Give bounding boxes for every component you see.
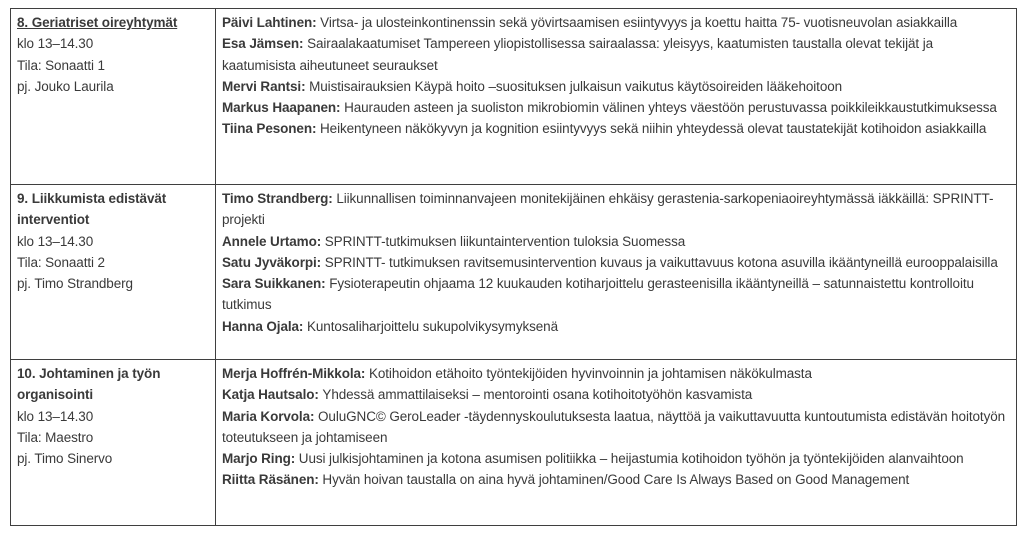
talk-speaker: Mervi Rantsi: [222, 78, 306, 94]
talk-item [222, 33, 1008, 76]
talk-speaker: Esa Jämsen: [222, 36, 304, 52]
talk-title: Muistisairauksien Käypä hoito –suosituksen julkaisun vaikutus käytösoireiden lääkehoitoon [309, 78, 843, 94]
session-time: klo 13–14.30 [17, 408, 94, 424]
session-talks-cell [216, 185, 1016, 359]
talk-speaker: Marjo Ring: [222, 451, 296, 467]
talk-title: SPRINTT- tutkimuksen ravitsemusintervention kuvaus ja vaikuttavuus kotona asuvilla ikääntyneillä eurooppalaisilla [324, 254, 998, 270]
talk-speaker: Annele Urtamo: [222, 233, 322, 249]
session-title: 10. Johtaminen ja työn organisointi [17, 366, 161, 403]
talk-speaker: Riitta Räsänen: [222, 472, 319, 488]
talk-title: Liikunnallisen toiminnanvajeen monitekijäinen ehkäisy gerastenia-sarkopeniaoireyhtymässä iäkkäillä: SPRINTT-projekti [222, 191, 994, 228]
session-row [11, 9, 1016, 184]
talk-title: Hyvän hoivan taustalla on aina hyvä johtaminen/Good Care Is Always Based on Good Management [322, 472, 910, 488]
talk-speaker: Tiina Pesonen: [222, 121, 317, 137]
session-row [11, 184, 1016, 359]
session-info-cell [11, 185, 216, 359]
talk-title: Haurauden asteen ja suoliston mikrobiomin välinen yhteys väestöön perustuvassa poikkileikkaustutkimuksessa [344, 100, 997, 116]
session-room: Tila: Sonaatti 2 [17, 254, 105, 270]
talk-title: Sairaalakaatumiset Tampereen yliopistollisessa sairaalassa: yleisyys, kaatumisten taustalla olevat tekijät ja kaatumisista aiheutuneet seuraukset [222, 36, 934, 73]
talk-speaker: Maria Korvola: [222, 408, 315, 424]
session-time: klo 13–14.30 [17, 233, 94, 249]
talk-title: Fysioterapeutin ohjaama 12 kuukauden kotiharjoittelu gerasteenisilla ikääntyneillä – satunnaistettu kontrolloitu tutkimus [222, 276, 974, 313]
talk-title: OuluGNC© GeroLeader -täydennyskoulutuksesta laatua, näyttöä ja vaikuttavuutta kuntoutumista edistävän hoitotyön toteutukseen ja johtamiseen [222, 408, 1006, 445]
conference-program-table [10, 8, 1017, 526]
talk-item [222, 118, 1008, 139]
talk-item [222, 97, 1008, 118]
talk-speaker: Katja Hautsalo: [222, 387, 319, 403]
talk-item [222, 406, 1008, 449]
talk-title: Kuntosaliharjoittelu sukupolvikysymyksenä [306, 318, 558, 334]
talk-item [222, 363, 1008, 384]
session-title: 8. Geriatriset oireyhtymät [17, 15, 178, 30]
session-row [11, 359, 1016, 525]
session-title: 9. Liikkumista edistävät interventiot [17, 191, 167, 228]
talk-speaker: Hanna Ojala: [222, 318, 304, 334]
talk-speaker: Satu Jyväkorpi: [222, 254, 322, 270]
session-room: Tila: Maestro [17, 429, 94, 445]
talk-speaker: Merja Hoffrén-Mikkola: [222, 366, 366, 381]
talk-title: Kotihoidon etähoito työntekijöiden hyvinvoinnin ja johtamisen näkökulmasta [368, 366, 812, 381]
talk-speaker: Markus Haapanen: [222, 100, 341, 116]
talk-title: SPRINTT-tutkimuksen liikuntaintervention tuloksia Suomessa [324, 233, 686, 249]
talk-title: Virtsa- ja ulosteinkontinenssin sekä yövirtsaamisen esiintyvyys ja koettu haitta 75- vuotisneuvolan asiakkailla [320, 15, 958, 30]
talk-item [222, 188, 1008, 231]
talk-item [222, 76, 1008, 97]
session-talks-cell [216, 9, 1016, 184]
talk-speaker: Sara Suikkanen: [222, 276, 326, 292]
talk-title: Uusi julkisjohtaminen ja kotona asumisen politiikka – heijastumia kotihoidon työhön ja työntekijöiden alanvaihtoon [298, 451, 964, 467]
talk-item [222, 448, 1008, 469]
talk-item [222, 273, 1008, 316]
session-room: Tila: Sonaatti 1 [17, 57, 105, 73]
session-chair: pj. Timo Sinervo [17, 451, 113, 467]
session-chair: pj. Timo Strandberg [17, 276, 133, 292]
talk-title: Heikentyneen näkökyvyn ja kognition esiintyvyys sekä niihin yhteydessä olevat taustatekijät kotihoidon asiakkailla [320, 121, 987, 137]
session-info-cell [11, 9, 216, 184]
talk-item [222, 316, 1008, 337]
session-chair: pj. Jouko Laurila [17, 78, 114, 94]
session-talks-cell [216, 360, 1016, 525]
talk-title: Yhdessä ammattilaiseksi – mentorointi osana kotihoitotyöhön kasvamista [322, 387, 753, 403]
session-time: klo 13–14.30 [17, 36, 94, 52]
talk-item [222, 384, 1008, 405]
talk-item [222, 12, 1008, 33]
talk-speaker: Timo Strandberg: [222, 191, 333, 206]
talk-item [222, 231, 1008, 252]
talk-item [222, 469, 1008, 490]
session-info-cell [11, 360, 216, 525]
talk-item [222, 252, 1008, 273]
talk-speaker: Päivi Lahtinen: [222, 15, 317, 30]
